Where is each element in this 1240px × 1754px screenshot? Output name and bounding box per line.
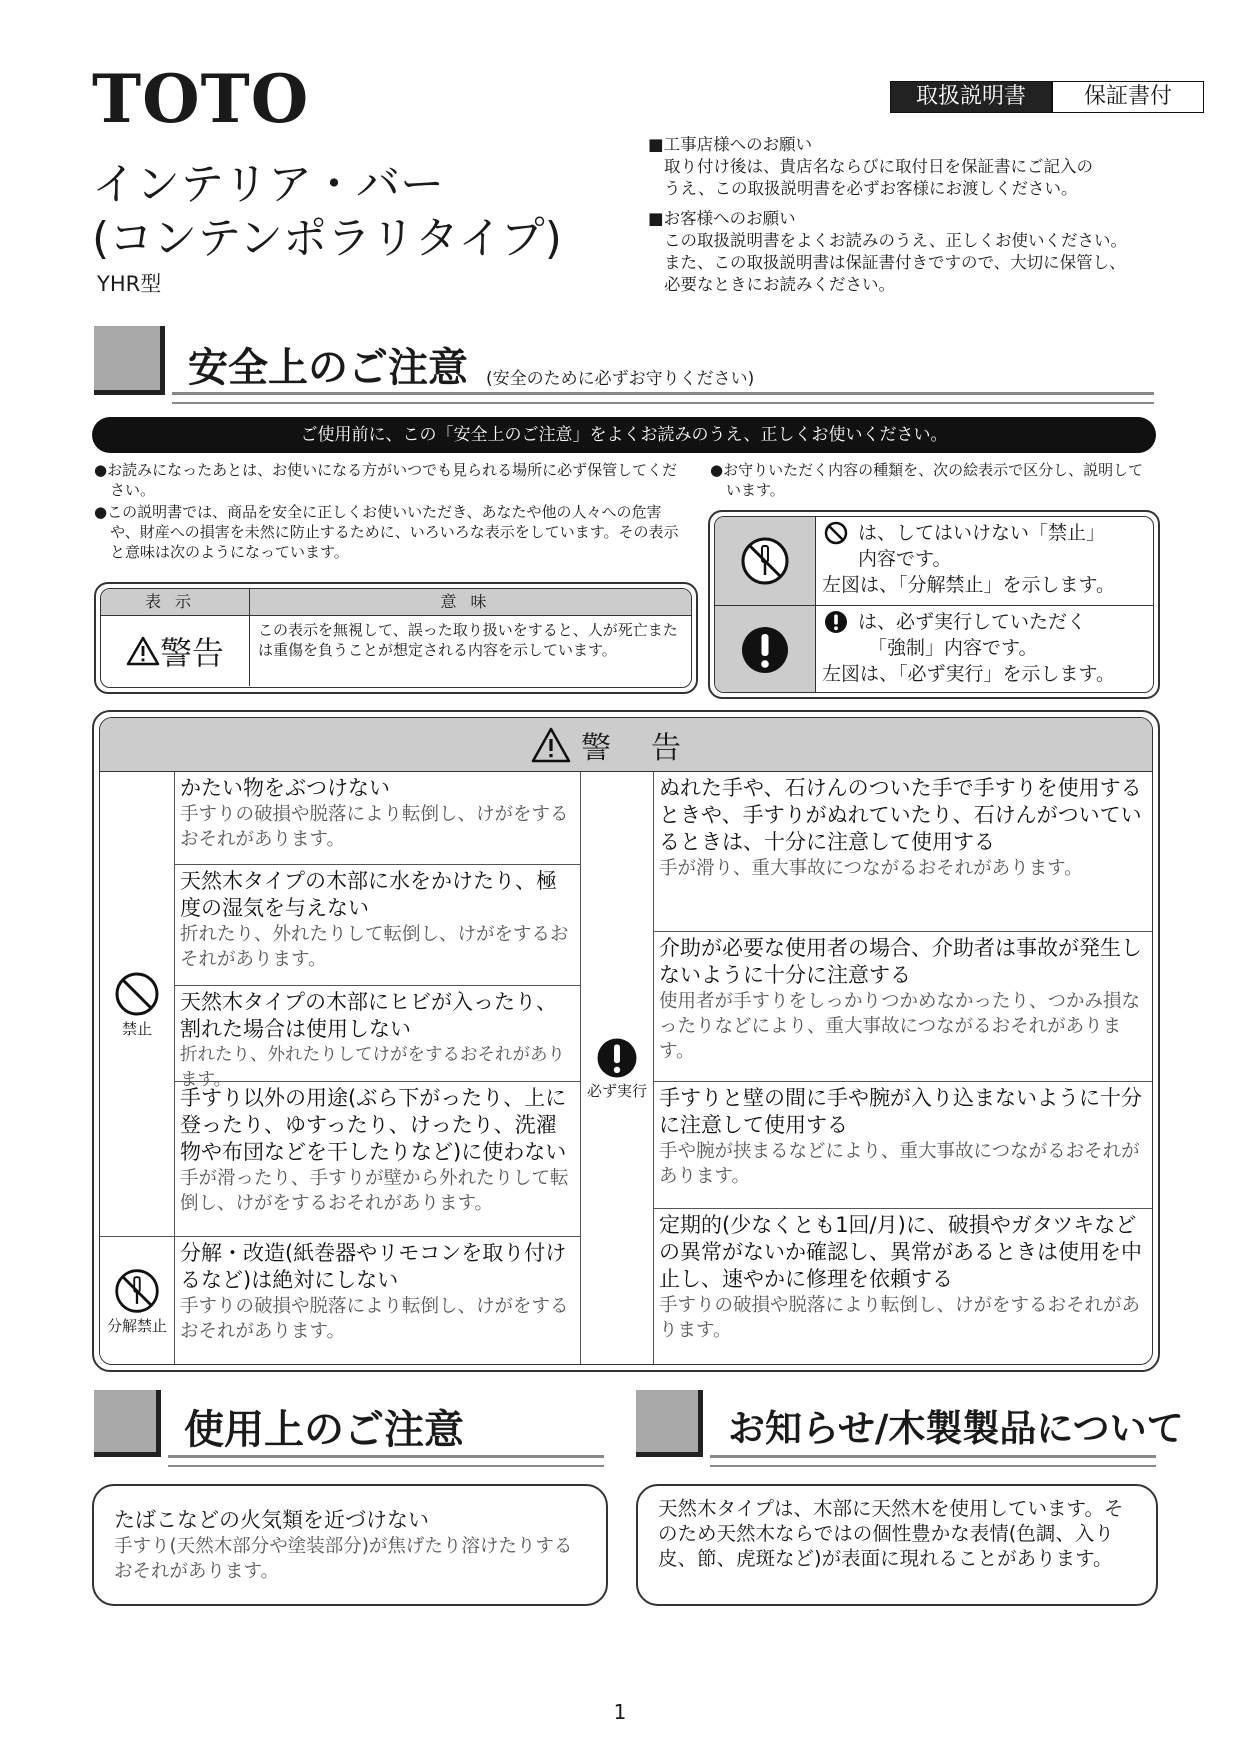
warning-item bbox=[654, 1209, 1152, 1365]
read-before-use-banner: ご使用前に、この「安全上のご注意」をよくお読みのうえ、正しくお使いください。 bbox=[92, 417, 1156, 453]
warning-item bbox=[654, 932, 1152, 1082]
left-warning-column bbox=[175, 772, 581, 1364]
warning-triangle-icon bbox=[126, 636, 160, 666]
left-symbol-column bbox=[100, 772, 175, 1364]
legend-warning-symbol bbox=[101, 616, 250, 686]
intro-right bbox=[710, 460, 1156, 502]
section-rule bbox=[710, 1455, 1156, 1467]
warning-item-desc: 折れたり、外れたりしてけがをするおそれがあります。 bbox=[180, 1045, 565, 1090]
notice-box bbox=[636, 1484, 1158, 1606]
warning-legend-table bbox=[94, 582, 698, 694]
legend-head-meaning: 意味 bbox=[440, 592, 501, 611]
intro-right-1: ●お守りいただく内容の種類を、次の絵表示で区分し、説明しています。 bbox=[710, 461, 1144, 499]
warning-item-desc: 手すりの破損や脱落により転倒し、けがをするおそれがあります。 bbox=[180, 1296, 569, 1342]
warning-item-desc: 手すりの破損や脱落により転倒し、けがをするおそれがあります。 bbox=[180, 804, 569, 850]
warning-item bbox=[654, 1082, 1152, 1209]
legend-head-display: 表示 bbox=[101, 589, 250, 615]
prohibit-desc-3: 左図は、「分解禁止」を示します。 bbox=[822, 574, 1115, 596]
legend-mandatory bbox=[715, 606, 816, 693]
warning-item-title: 手すり以外の用途(ぶら下がったり、上に登ったり、ゆすったり、けったり、洗濯物や布団などを干したりなど)に使わない bbox=[180, 1086, 567, 1164]
customer-text-3: 必要なときにお読みください。 bbox=[664, 275, 895, 294]
legend-meaning: この表示を無視して、誤った取り扱いをすると、人が死亡または重傷を負うことが想定される内容を示しています。 bbox=[258, 621, 678, 659]
warning-item bbox=[175, 772, 580, 865]
warning-item-title: 定期的(少なくとも1回/月)に、破損やガタツキなどの異常がないか確認し、異常があるときは使用を中止し、速やかに修理を依頼する bbox=[659, 1213, 1142, 1291]
document-tags bbox=[890, 81, 1204, 113]
warning-item-title: 天然木タイプの木部に水をかけたり、極度の湿気を与えない bbox=[180, 869, 557, 920]
usage-item-title: たばこなどの火気類を近づけない bbox=[114, 1508, 429, 1532]
warning-header bbox=[100, 718, 1152, 772]
legend-warning-label: 警告 bbox=[159, 634, 224, 672]
prohibit-symbol-cell bbox=[100, 772, 174, 1237]
no-disassembly-icon bbox=[739, 535, 791, 587]
warning-item bbox=[175, 865, 580, 986]
warning-item-title: 介助が必要な使用者の場合、介助者は事故が発生しないように十分に注意する bbox=[659, 936, 1142, 987]
title-line-2: (コンテンポラリタイプ) bbox=[92, 213, 562, 264]
notice-text: 天然木タイプは、木部に天然木を使用しています。そのため天然木ならではの個性豊かな表情(色調、入り皮、節、虎斑など)が表面に現れることがあります。 bbox=[658, 1497, 1124, 1570]
warning-item-title: 分解・改造(紙巻器やリモコンを取り付けるなど)は絶対にしない bbox=[180, 1241, 567, 1292]
safety-title: 安全上のご注意 bbox=[188, 345, 468, 391]
warning-item bbox=[654, 772, 1152, 932]
mandatory-desc-3: 左図は、「必ず実行」を示します。 bbox=[822, 663, 1115, 685]
mandatory-icon bbox=[595, 1036, 639, 1080]
warning-item-desc: 使用者が手すりをしっかりつかめなかったり、つかみ損なったりなどにより、重大事故につながるおそれがあります。 bbox=[659, 991, 1141, 1062]
prohibit-label: 禁止 bbox=[121, 1019, 152, 1038]
prohibit-desc-2: 内容です。 bbox=[858, 548, 952, 570]
warranty-tag: 保証書付 bbox=[1051, 82, 1203, 112]
usage-box bbox=[92, 1484, 608, 1606]
prohibit-desc-1: は、してはいけない「禁止」 bbox=[858, 522, 1106, 544]
warning-item bbox=[175, 1237, 580, 1365]
mandatory-desc-2: 「強制」内容です。 bbox=[868, 637, 1038, 659]
mandatory-desc-1: は、必ず実行していただく bbox=[858, 611, 1087, 633]
request-notes bbox=[648, 134, 1228, 304]
warning-item-desc: 折れたり、外れたりして転倒し、けがをするおそれがあります。 bbox=[180, 924, 569, 970]
warning-table bbox=[92, 710, 1160, 1372]
model-number: YHR型 bbox=[97, 272, 162, 296]
intro-left bbox=[94, 460, 686, 564]
warning-item-desc: 手が滑り、重大事故につながるおそれがあります。 bbox=[659, 858, 1083, 879]
warning-item-title: 天然木タイプの木部にヒビが入ったり、割れた場合は使用しない bbox=[180, 990, 557, 1041]
prohibit-icon bbox=[824, 521, 848, 545]
disassembly-label: 分解禁止 bbox=[106, 1316, 167, 1335]
right-warning-column bbox=[654, 772, 1152, 1364]
mandatory-label: 必ず実行 bbox=[586, 1081, 647, 1100]
pictogram-legend bbox=[708, 510, 1160, 699]
warning-triangle-icon bbox=[531, 727, 571, 763]
title-line-1: インテリア・バー bbox=[92, 159, 444, 210]
safety-subtitle: (安全のために必ずお守りください) bbox=[486, 369, 755, 389]
mandatory-icon bbox=[739, 624, 791, 676]
section-marker bbox=[94, 1390, 161, 1457]
disassembly-symbol-cell bbox=[100, 1237, 174, 1365]
contractor-heading: ■工事店様へのお願い bbox=[648, 135, 813, 154]
warning-item-desc: 手や腕が挟まるなどにより、重大事故につながるおそれがあります。 bbox=[659, 1141, 1140, 1187]
warning-item-title: かたい物をぶつけない bbox=[180, 776, 390, 800]
brand-logo: TOTO bbox=[92, 60, 310, 138]
warning-heading: 警告 bbox=[581, 730, 721, 766]
notice-title: お知らせ/木製製品について bbox=[728, 1407, 1184, 1450]
customer-text-1: この取扱説明書をよくお読みのうえ、正しくお使いください。 bbox=[664, 231, 1127, 250]
no-disassembly-icon bbox=[113, 1267, 161, 1315]
usage-title: 使用上のご注意 bbox=[184, 1407, 464, 1453]
customer-text-2: また、この取扱説明書は保証書付きですので、大切に保管し、 bbox=[664, 253, 1126, 272]
manual-tag: 取扱説明書 bbox=[891, 82, 1051, 112]
section-rule bbox=[172, 392, 1154, 404]
section-marker bbox=[636, 1390, 703, 1457]
prohibit-icon bbox=[113, 970, 161, 1018]
usage-item-desc: 手すり(天然木部分や塗装部分)が焦げたり溶けたりするおそれがあります。 bbox=[114, 1536, 573, 1582]
section-marker bbox=[94, 326, 165, 395]
customer-heading: ■お客様へのお願い bbox=[648, 209, 796, 228]
warning-item-desc: 手が滑ったり、手すりが壁から外れたりして転倒し、けがをするおそれがあります。 bbox=[180, 1168, 569, 1214]
warning-item-desc: 手すりの破損や脱落により転倒し、けがをするおそれがあります。 bbox=[659, 1295, 1141, 1341]
mandatory-symbol-cell bbox=[581, 772, 654, 1364]
warning-item bbox=[175, 1082, 580, 1237]
warning-item bbox=[175, 986, 580, 1090]
intro-left-1: ●お読みになったあとは、お使いになる方がいつでも見られる場所に必ず保管してください。 bbox=[94, 461, 678, 499]
intro-left-2: ●この説明書では、商品を安全に正しくお使いいただき、あなたや他の人々への危害や、財産への損害を未然に防止するために、いろいろな表示をしています。その表示と意味は次のようになっています。 bbox=[94, 503, 679, 561]
contractor-text-1: 取り付け後は、貴店名ならびに取付日を保証書にご記入の bbox=[664, 157, 1093, 176]
mandatory-small-icon bbox=[824, 610, 848, 634]
page-number: 1 bbox=[613, 1700, 627, 1724]
section-rule bbox=[168, 1455, 604, 1467]
product-title bbox=[92, 158, 562, 266]
warning-item-title: ぬれた手や、石けんのついた手で手すりを使用するときや、手すりがぬれていたり、石けんがついているときは、十分に注意して使用する bbox=[659, 776, 1142, 854]
legend-disassembly-prohibited bbox=[715, 517, 816, 605]
contractor-text-2: うえ、この取扱説明書を必ずお客様にお渡しください。 bbox=[664, 179, 1078, 198]
warning-item-title: 手すりと壁の間に手や腕が入り込まないように十分に注意して使用する bbox=[659, 1086, 1142, 1137]
